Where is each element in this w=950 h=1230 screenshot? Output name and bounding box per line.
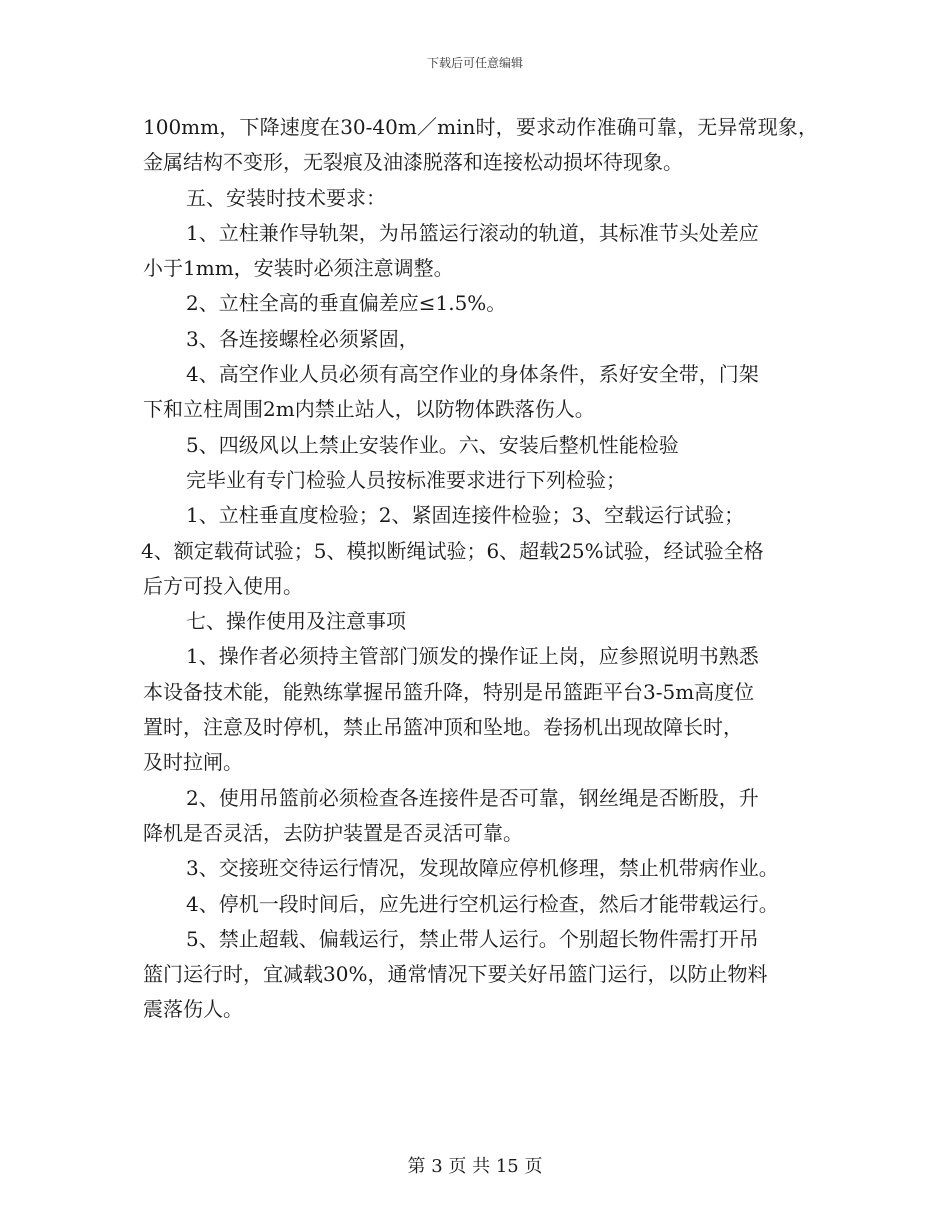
text-line: 2、使用吊篮前必须检查各连接件是否可靠，钢丝绳是否断股，升 xyxy=(186,785,759,810)
document-body xyxy=(143,112,823,1030)
text-line: 4、高空作业人员必须有高空作业的身体条件，系好安全带，门架 xyxy=(186,362,759,387)
text-line: 篮门运行时，宜减载30%，通常情况下要关好吊篮门运行，以防止物料 xyxy=(143,962,768,987)
text-line: 下和立柱周围2m内禁止站人，以防物体跌落伤人。 xyxy=(143,397,595,422)
text-line: 1、立柱垂直度检验；2、紧固连接件检验；3、空载运行试验； xyxy=(186,503,745,528)
page-header: 下载后可任意编辑 xyxy=(426,56,523,70)
page-number: 第 3 页 共 15 页 xyxy=(407,1156,543,1177)
text-line: 2、立柱全高的垂直偏差应≤1.5%。 xyxy=(186,291,507,316)
text-line: 降机是否灵活，去防护装置是否灵活可靠。 xyxy=(143,820,523,845)
text-line: 后方可投入使用。 xyxy=(143,573,303,598)
text-line: 4、停机一段时间后，应先进行空机运行检查，然后才能带载运行。 xyxy=(186,891,779,916)
text-line: 震落伤人。 xyxy=(143,997,243,1022)
text-line: 3、交接班交待运行情况，发现故障应停机修理，禁止机带病作业。 xyxy=(186,856,779,881)
section-heading: 七、操作使用及注意事项 xyxy=(186,609,406,634)
text-line: 3、各连接螺栓必须紧固， xyxy=(186,326,419,351)
text-line: 1、立柱兼作导轨架，为吊篮运行滚动的轨道，其标准节头处差应 xyxy=(186,220,759,245)
text-line: 小于1mm，安装时必须注意调整。 xyxy=(143,256,454,281)
text-line: 100mm，下降速度在30-40m／min时，要求动作准确可靠，无异常现象， xyxy=(143,115,818,139)
text-line: 5、四级风以上禁止安装作业。六、安装后整机性能检验 xyxy=(186,432,679,457)
text-line: 5、禁止超载、偏载运行，禁止带人运行。个别超长物件需打开吊 xyxy=(186,926,759,951)
text-line: 本设备技术能，能熟练掌握吊篮升降，特别是吊篮距平台3-5m高度位 xyxy=(143,679,755,704)
text-line: 4、额定载荷试验；5、模拟断绳试验；6、超载25%试验，经试验全格 xyxy=(141,538,764,563)
text-line: 置时，注意及时停机，禁止吊篮冲顶和坠地。卷扬机出现故障长时， xyxy=(143,715,743,740)
section-heading: 五、安装时技术要求： xyxy=(186,185,386,210)
text-line: 金属结构不变形，无裂痕及油漆脱落和连接松动损坏待现象。 xyxy=(143,150,683,175)
text-line: 1、操作者必须持主管部门颁发的操作证上岗，应参照说明书熟悉 xyxy=(186,644,759,669)
text-line: 完毕业有专门检验人员按标准要求进行下列检验； xyxy=(186,467,626,492)
text-line: 及时拉闸。 xyxy=(143,750,243,775)
